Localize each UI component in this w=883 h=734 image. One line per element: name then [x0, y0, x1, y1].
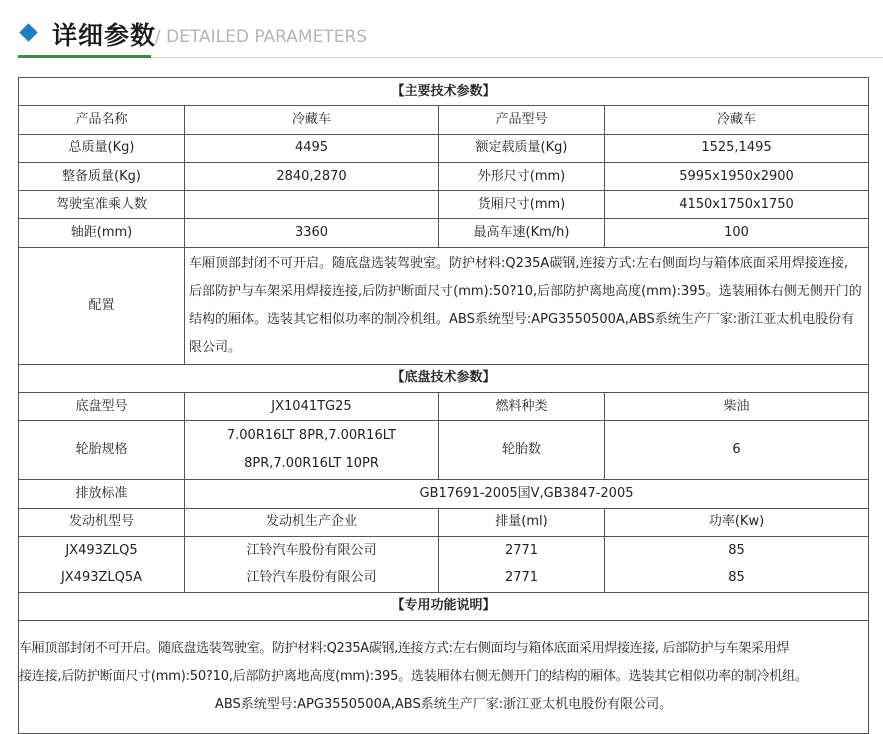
param-label: 驾驶室准乘人数: [19, 191, 185, 219]
special-function-text: [19, 620, 869, 733]
engine-power: 85: [605, 536, 869, 564]
table-header-cell: 发动机型号: [19, 508, 185, 536]
param-value: JX1041TG25: [185, 393, 439, 421]
param-value: 柴油: [605, 393, 869, 421]
chassis-section-heading: 【底盘技术参数】: [19, 364, 869, 392]
page-subtitle: / DETAILED PARAMETERS: [155, 27, 368, 47]
param-label: 最高车速(Km/h): [439, 219, 605, 247]
param-value: [185, 421, 439, 480]
param-label: 整备质量(Kg): [19, 162, 185, 190]
special-line: 车厢顶部封闭不可开启。随底盘选装驾驶室。防护材料:Q235A碳钢,连接方式:左右侧面均与箱体底面采用焊接连接, 后部防护与车架采用焊: [19, 640, 789, 656]
param-label: 燃料种类: [439, 393, 605, 421]
param-value: 冷藏车: [185, 106, 439, 134]
engine-model: JX493ZLQ5: [19, 536, 185, 564]
main-section-heading: 【主要技术参数】: [19, 78, 869, 106]
special-section-heading: 【专用功能说明】: [19, 592, 869, 620]
table-header-cell: 发动机生产企业: [185, 508, 439, 536]
diamond-icon: [19, 23, 37, 41]
param-value: 5995x1950x2900: [605, 162, 869, 190]
table-row: [19, 564, 869, 592]
param-value: GB17691-2005国Ⅴ,GB3847-2005: [185, 480, 869, 508]
table-header-cell: 功率(Kw): [605, 508, 869, 536]
tire-spec-line: 8PR,7.00R16LT 10PR: [244, 456, 379, 472]
param-label: 额定载质量(Kg): [439, 134, 605, 162]
tire-spec-line: 7.00R16LT 8PR,7.00R16LT: [226, 428, 397, 444]
param-value: [185, 191, 439, 219]
engine-displacement: 2771: [439, 536, 605, 564]
param-label: 产品型号: [439, 106, 605, 134]
param-value: 3360: [185, 219, 439, 247]
param-value: 冷藏车: [605, 106, 869, 134]
parameters-table: [18, 77, 869, 734]
param-label: 货厢尺寸(mm): [439, 191, 605, 219]
param-value: 1525,1495: [605, 134, 869, 162]
engine-displacement: 2771: [439, 564, 605, 592]
page-title: 详细参数: [52, 21, 157, 50]
table-row: [19, 536, 869, 564]
param-label: 轴距(mm): [19, 219, 185, 247]
special-line: ABS系统型号:APG3550500A,ABS系统生产厂家:浙江亚太机电股份有限公司。: [214, 696, 673, 712]
special-line: 接连接,后防护断面尺寸(mm):50?10,后部防护离地高度(mm):395。选装厢体右侧无侧开门的结构的厢体。选装其它相似功率的制冷机组。: [19, 668, 808, 684]
config-text: 车厢顶部封闭不可开启。随底盘选装驾驶室。防护材料:Q235A碳钢,连接方式:左右侧面均与箱体底面采用焊接连接, 后部防护与车架采用焊接连接,后防护断面尺寸(mm):50?10,后部防护离地高度(mm):395。选装厢体右侧无侧开门的结构的厢体。选装其它相似功率的制冷机组。ABS系统型号:APG3550500A,ABS系统生产厂家:浙江亚太机电股份有限公司。: [185, 247, 869, 364]
engine-model: JX493ZLQ5A: [19, 564, 185, 592]
param-label: 排放标准: [19, 480, 185, 508]
header-accent-bar: [18, 55, 151, 58]
engine-maker: 江铃汽车股份有限公司: [185, 564, 439, 592]
param-value: 4150x1750x1750: [605, 191, 869, 219]
param-label: 外形尺寸(mm): [439, 162, 605, 190]
section-header: [0, 0, 883, 62]
param-label: 总质量(Kg): [19, 134, 185, 162]
param-value: 6: [605, 421, 869, 480]
param-value: 100: [605, 219, 869, 247]
param-value: 4495: [185, 134, 439, 162]
engine-power: 85: [605, 564, 869, 592]
param-label: 产品名称: [19, 106, 185, 134]
param-label: 配置: [19, 247, 185, 364]
param-value: 2840,2870: [185, 162, 439, 190]
param-label: 轮胎数: [439, 421, 605, 480]
table-header-cell: 排量(ml): [439, 508, 605, 536]
param-label: 底盘型号: [19, 393, 185, 421]
param-label: 轮胎规格: [19, 421, 185, 480]
engine-maker: 江铃汽车股份有限公司: [185, 536, 439, 564]
